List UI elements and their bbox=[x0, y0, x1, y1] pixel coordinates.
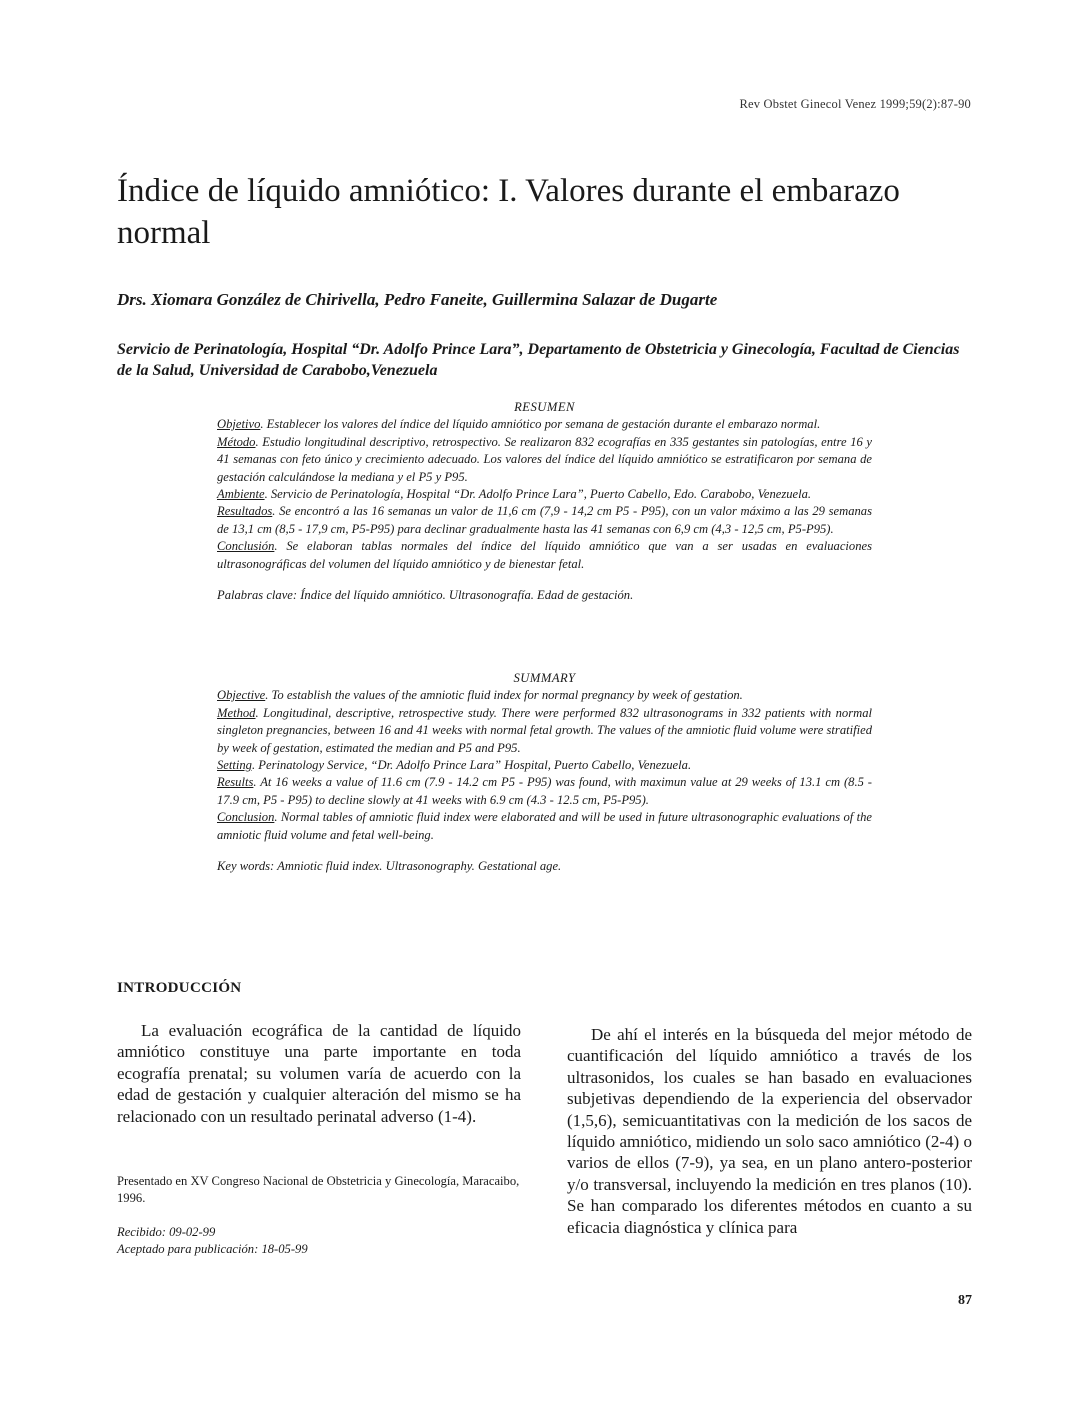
section-label: Objective bbox=[217, 688, 266, 703]
summary-results bbox=[217, 774, 872, 809]
resumen-heading: RESUMEN bbox=[514, 400, 575, 414]
summary-conclusion bbox=[217, 809, 872, 844]
section-label: Method bbox=[217, 705, 256, 720]
resumen-ambiente bbox=[217, 486, 872, 503]
section-text: . Establecer los valores del índice del líquido amniótico por semana de gestación durante el embarazo normal. bbox=[260, 417, 821, 432]
summary-setting bbox=[217, 757, 872, 774]
section-label: Resultados bbox=[217, 504, 273, 519]
section-text: . Perinatology Service, “Dr. Adolfo Prince Lara” Hospital, Puerto Cabello, Venezuela. bbox=[251, 758, 692, 773]
section-label: Results bbox=[217, 775, 254, 790]
section-label: Conclusión bbox=[217, 539, 275, 554]
page-number: 87 bbox=[958, 1293, 972, 1308]
summary-keywords: Key words: Amniotic fluid index. Ultrasonography. Gestational age. bbox=[217, 859, 562, 874]
resumen-abstract bbox=[217, 399, 872, 604]
section-text: . To establish the values of the amniotic fluid index for normal pregnancy by week of gestation. bbox=[265, 688, 743, 703]
summary-method bbox=[217, 705, 872, 757]
article-title: Índice de líquido amniótico: I. Valores durante el embarazo normal bbox=[117, 173, 900, 251]
presentation-note: Presentado en XV Congreso Nacional de Obstetricia y Ginecología, Maracaibo, 1996. bbox=[117, 1174, 520, 1205]
section-text: . Se elaboran tablas normales del índice del líquido amniótico que van a ser usadas en evaluaciones ultrasonográficas del volumen del líquido amniótico y de bienestar fetal. bbox=[217, 539, 872, 571]
introduction-heading: INTRODUCCIÓN bbox=[117, 980, 242, 996]
section-label: Método bbox=[217, 434, 256, 449]
section-label: Setting bbox=[217, 758, 252, 773]
intro-paragraph-1: La evaluación ecográfica de la cantidad de líquido amniótico constituye una parte importante en toda ecografía prenatal; su volumen varía de acuerdo con la edad de gestación y cualquier alteración del mismo se ha relacionado con un resultado perinatal adverso (1-4). bbox=[117, 1021, 521, 1126]
section-text: . Servicio de Perinatología, Hospital “Dr. Adolfo Prince Lara”, Puerto Cabello, Edo. Carabobo, Venezuela. bbox=[264, 487, 812, 502]
section-text: . Se encontró a las 16 semanas un valor de 11,6 cm (7,9 - 14,2 cm P5 - P95), con un valor máximo a las 29 semanas de 13,1 cm (8,5 - 17,9 cm, P5-P95) para declinar gradualmente hasta las 41 semanas con 6,9 cm (4,3 - 12,5 cm, P5-P95). bbox=[217, 504, 872, 536]
received-date: Recibido: 09-02-99 bbox=[117, 1225, 216, 1239]
section-text: . Estudio longitudinal descriptivo, retrospectivo. Se realizaron 832 ecografías en 335 gestantes sin patologías, entre 16 y 41 semanas con feto único y crecimiento adecuado. Los valores del índice del líquido amniótico se estratificaron por semana de gestación calculándose la mediana y el P5 y P95. bbox=[217, 434, 872, 484]
section-text: . At 16 weeks a value of 11.6 cm (7.9 - 14.2 cm P5 - P95) was found, with maximun value at 29 weeks of 13.1 cm (8.5 - 17.9 cm, P5 - P95) to decline slowly at 41 weeks with 6.9 cm (4.3 - 12.5 cm, P5-P95). bbox=[217, 775, 872, 807]
body-column-right bbox=[567, 1024, 972, 1238]
authors: Drs. Xiomara González de Chirivella, Pedro Faneite, Guillermina Salazar de Dugarte bbox=[117, 290, 718, 309]
journal-reference: Rev Obstet Ginecol Venez 1999;59(2):87-90 bbox=[739, 97, 971, 111]
affiliation: Servicio de Perinatología, Hospital “Dr. Adolfo Prince Lara”, Departamento de Obstetricia y Ginecología, Facultad de Ciencias de la Salud, Universidad de Carabobo,Venezuela bbox=[117, 341, 960, 379]
section-text: . Normal tables of amniotic fluid index were elaborated and will be used in future ultrasonographic evaluations of the amniotic fluid volume and fetal well-being. bbox=[217, 810, 872, 842]
section-label: Ambiente bbox=[217, 487, 265, 502]
summary-objective bbox=[217, 687, 872, 704]
section-label: Objetivo bbox=[217, 417, 261, 432]
body-column-left bbox=[117, 1020, 521, 1127]
resumen-objetivo bbox=[217, 416, 872, 433]
section-label: Conclusion bbox=[217, 810, 275, 825]
resumen-metodo bbox=[217, 434, 872, 486]
summary-heading: SUMMARY bbox=[513, 671, 576, 685]
resumen-keywords: Palabras clave: Índice del líquido amniótico. Ultrasonografía. Edad de gestación. bbox=[217, 588, 634, 603]
intro-paragraph-2: De ahí el interés en la búsqueda del mejor método de cuantificación del líquido amniótico a través de los ultrasonidos, los cuales se han basado en evaluaciones subjetivas dependiendo de la experiencia del observador (1,5,6), semicuantitativas con la medición de los sacos de líquido amniótico, midiendo un solo saco amniótico (2-4) o varios de ellos (7-9), ya sea, en un plano antero-posterior y/o transversal, incluyendo la medición en tres planos (10). Se han comparado los diferentes métodos en cuanto a su eficacia diagnóstica y clínica para bbox=[567, 1025, 972, 1237]
section-text: . Longitudinal, descriptive, retrospective study. There were performed 832 ultrasonograms in 332 patients with normal singleton pregnancies, between 16 and 41 weeks with normal fetal growth. The values of the amniotic fluid volume were stratified by week of gestation, estimated the median and P5 and P95. bbox=[217, 705, 872, 755]
dates-note bbox=[117, 1224, 521, 1258]
resumen-resultados bbox=[217, 503, 872, 538]
resumen-conclusion bbox=[217, 538, 872, 573]
summary-abstract bbox=[217, 670, 872, 875]
accepted-date: Aceptado para publicación: 18-05-99 bbox=[117, 1242, 308, 1256]
